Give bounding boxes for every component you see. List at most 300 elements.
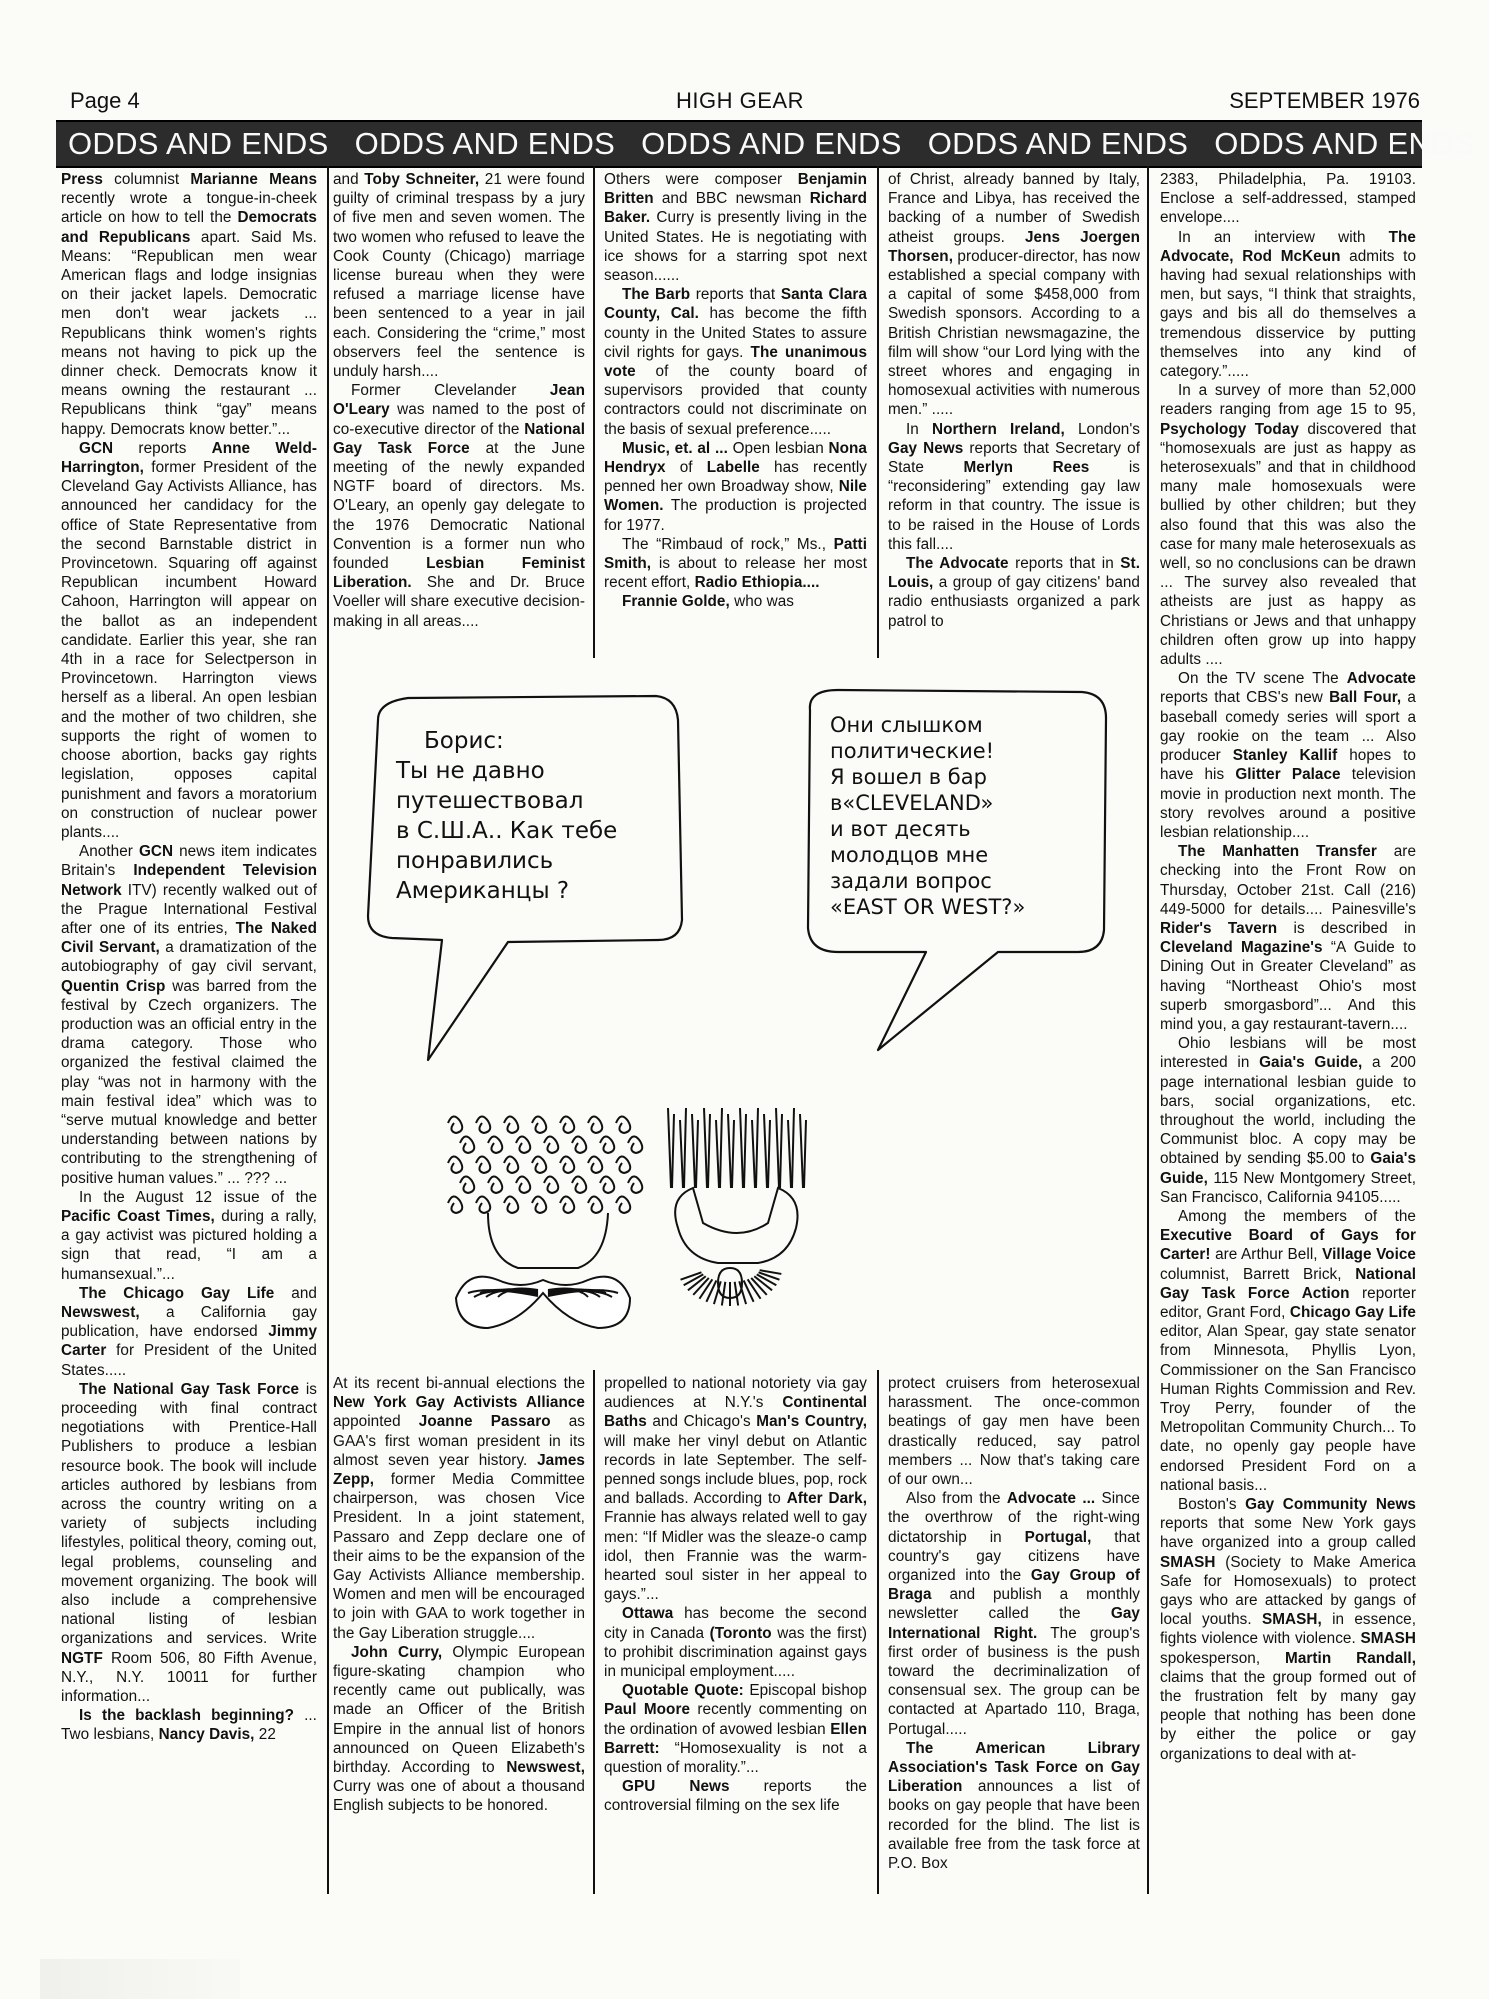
hair-strand	[756, 1108, 758, 1188]
hair-curl	[560, 1156, 574, 1173]
article-paragraph	[604, 1777, 867, 1815]
bold-name-text: GPU News	[622, 1778, 730, 1796]
article-column-5	[1160, 170, 1416, 1895]
article-paragraph	[604, 535, 867, 593]
body-text: former Media Committee chairperson, was chosen Vice President. In a joint statement, Passaro and Zepp declare one of their aims to be the expansion of the Gay Activists Alliance membership. Women and men will be encouraged to join with GAA to work together in the Gay Liberation struggle....	[333, 1471, 585, 1642]
hair-curl	[516, 1176, 530, 1193]
body-text: Frannie has always related well to gay men: “If Midler was the sleaze-o camp idol, then Frannie was the warm-hearted soul sister in her appeal to gays.”...	[604, 1509, 867, 1604]
body-text: Among the members of the	[1178, 1207, 1416, 1225]
right-bubble-line: Я вошел в бар	[830, 765, 987, 789]
bold-name-text: Executive Board of Gays for Carter!	[1160, 1227, 1416, 1264]
bold-name-text: Merlyn Rees	[963, 459, 1090, 477]
curly-haired-character	[448, 1116, 642, 1328]
article-paragraph	[1160, 1034, 1416, 1207]
hair-strand	[692, 1114, 695, 1188]
body-text: On the TV scene The	[1178, 670, 1347, 688]
body-text: has become the fifth county in the United States to assure civil rights for gays.	[604, 305, 867, 361]
article-column-3	[604, 170, 867, 660]
body-text: was named to the post of co-executive director of the	[333, 401, 585, 438]
body-text: is “reconsidering” extending gay law reform in that country. The issue is to be raised in the House of Lords this fall....	[888, 459, 1140, 553]
bold-name-text: Santa Clara County, Cal.	[604, 286, 867, 323]
hair-strand	[788, 1120, 791, 1188]
article-column-2-lower	[333, 1374, 585, 1894]
article-paragraph	[333, 170, 585, 381]
bold-name-text: Advocate	[1346, 670, 1416, 688]
bold-name-text: Press	[61, 171, 103, 188]
body-text: a baseball comedy series will sport a gay rookie on the team ... Also producer	[1160, 689, 1416, 765]
body-text: Former Clevelander	[351, 382, 550, 400]
article-paragraph	[1160, 1207, 1416, 1495]
body-text: is about to release her most recent effort,	[604, 555, 867, 592]
bold-name-text: Portugal,	[1024, 1528, 1092, 1546]
body-text: is described in	[1277, 919, 1416, 937]
hair-strand	[680, 1120, 683, 1188]
bold-name-text: Jimmy Carter	[61, 1323, 317, 1360]
body-text: a California gay publication, have endorsed	[61, 1303, 317, 1341]
bold-name-text: Labelle	[706, 459, 760, 477]
body-text: of the county board of supervisors provided that county contractors could not discriminate on the basis of sexual preference.....	[604, 363, 867, 438]
bold-name-text: The Barb	[622, 286, 691, 304]
article-column-3-lower	[604, 1374, 867, 1894]
body-text: editor, Alan Spear, gay state senator from Minnesota, Phyllis Lyon, Commissioner on the San Francisco Human Rights Commission and Rev. Troy Perry, founder of the Metropolitan Community Church... To date, no openly gay people have endorsed President Ford on a national basis...	[1160, 1323, 1416, 1494]
body-text: Boston's	[1178, 1496, 1246, 1514]
hair-curl	[460, 1136, 474, 1153]
hair-curl	[572, 1176, 586, 1193]
hair-strand	[744, 1114, 746, 1188]
body-text: a dramatization of the autobiography of gay civil servant,	[61, 939, 317, 976]
bold-name-text: Ellen Barrett:	[604, 1720, 867, 1757]
article-column-4-lower	[888, 1374, 1140, 1894]
hair-strand	[740, 1108, 743, 1188]
article-paragraph	[888, 420, 1140, 554]
publication-name: HIGH GEAR	[676, 88, 804, 113]
body-text: television movie in production next month. The story revolves around a positive lesbian relationship....	[1160, 766, 1416, 841]
body-text: In an interview with	[1178, 228, 1389, 246]
body-text: during a rally, a gay activist was pictured holding a sign that read, “I am a humansexual.”...	[61, 1207, 317, 1283]
bold-name-text: National Gay Task Force	[333, 420, 585, 457]
bold-name-text: John Curry,	[351, 1643, 443, 1661]
hair-strand	[780, 1114, 782, 1188]
body-text: reports that	[690, 286, 781, 304]
body-text: was the first) to prohibit discrimination against gays in municipal employment.....	[604, 1624, 868, 1681]
body-text: Another	[79, 843, 139, 861]
bold-name-text: Jens Joergen Thorsen,	[888, 228, 1140, 265]
article-paragraph	[888, 1739, 1140, 1873]
body-text: In the August 12 issue of the	[79, 1188, 317, 1206]
article-paragraph	[604, 439, 867, 535]
bold-name-text: Patti Smith,	[604, 535, 867, 573]
page-number: Page 4	[70, 88, 140, 113]
cartoon-illustration	[338, 668, 1138, 1358]
body-text: spokesperson,	[1160, 1649, 1286, 1667]
article-column-4	[888, 170, 1140, 660]
bold-name-text: Village Voice	[1322, 1246, 1416, 1264]
article-paragraph	[888, 1489, 1140, 1739]
body-text: appointed	[333, 1413, 419, 1431]
hair-strand	[800, 1114, 803, 1188]
body-text: reports that CBS's new	[1160, 689, 1330, 707]
body-text: reports the controversial filming on the sex life	[604, 1778, 867, 1815]
hair-strand	[708, 1114, 710, 1188]
body-text: The “Rimbaud of rock,” Ms.,	[622, 535, 834, 553]
beard-stroke	[735, 1282, 738, 1306]
hair-curl	[504, 1156, 518, 1173]
body-text: She and Dr. Bruce Voeller will share executive decision-making in all areas....	[333, 574, 585, 630]
bold-name-text: Newswest,	[61, 1303, 140, 1321]
bold-name-text: St. Louis,	[888, 555, 1140, 592]
bold-name-text: The unanimous vote	[604, 343, 867, 381]
body-text: At its recent bi-annual elections the	[333, 1375, 585, 1392]
body-text: former President of the Cleveland Gay Activists Alliance, has announced her candidacy for the office of State Representative from the second Barnstable district in Provincetown. Squaring off against Republican incumbent Howard Cahoon, Harrington will appear on the ballot as an independent candidate. Earlier this year, she ran 4th in a race for Selectperson in Provincetown. Harrington views herself as a liberal. An open lesbian and the mother of two children, she supports the right of women to choose abortion, backs gay rights legislation, opposes capital punishment and favors a moratorium on construction of nuclear power plants....	[61, 459, 317, 841]
body-text: (Society to Make America Safe for Homosexuals) to protect gays who are attacked by gangs of local youths.	[1160, 1553, 1416, 1629]
bold-name-text: Quotable Quote:	[622, 1682, 744, 1700]
bold-name-text: Toby Schneiter,	[364, 171, 480, 188]
bold-name-text: NGTF	[61, 1649, 103, 1667]
hair-curl	[516, 1136, 530, 1153]
bold-name-text: Independent Television Network	[61, 862, 317, 899]
hair-strand	[776, 1108, 779, 1188]
hair-curl	[532, 1156, 546, 1173]
body-text: Open lesbian	[727, 439, 829, 457]
bold-name-text: Music, et. al ...	[622, 439, 728, 457]
body-text: apart. Said Ms. Means: “Republican men wear American flags and lodge insignias on their jacket lapels. Democratic men don't wear jackets ... Republicans think women's rights means not having to pick up the dinner check. Democrats know it means owning the restaurant ... Republicans think “gay” means happy. Democrats know better.”...	[61, 228, 317, 438]
bold-name-text: National Gay Task Force Action	[1160, 1265, 1416, 1302]
hair-curl	[448, 1116, 462, 1133]
column-rule	[877, 166, 879, 658]
body-text: and Chicago's	[646, 1413, 757, 1431]
article-paragraph	[1160, 669, 1416, 842]
body-text: at the June meeting of the newly expanded NGTF board of directors. Ms. O'Leary, an openly gay delegate to the 1976 Democratic National Convention is a former nun who founded	[333, 439, 586, 573]
bold-name-text: Martin Randall,	[1285, 1649, 1416, 1667]
bold-name-text: The Advocate	[906, 555, 1009, 573]
body-text: “A Guide to Dining Out in Greater Cleveland” as having “Northeast Ohio's most superb smorgasbord”... And this mind you, a gay restaurant-tavern....	[1160, 939, 1416, 1033]
body-text: columnist, Barrett Brick,	[1160, 1265, 1356, 1283]
bold-name-text: Quentin Crisp	[61, 977, 166, 995]
body-text: recently wrote a tongue-in-cheek article on how to tell the	[61, 190, 317, 227]
hair-strand	[716, 1120, 719, 1188]
bold-name-text: Paul Moore	[604, 1701, 691, 1719]
bold-name-text: The Chicago Gay Life	[79, 1284, 275, 1302]
bold-name-text: Gaia's Guide,	[1259, 1054, 1363, 1072]
body-text: The group's first order of business is the push toward the decriminalization of consensual sex. The group can be contacted at Apartado 110, Braga, Portugal.....	[888, 1624, 1141, 1738]
body-text: 21 were found guilty of criminal trespass by a jury of five men and seven women. The two women who refused to leave the Cook County (Chicago) marriage license bureau when they were refused a marriage license have been sentenced to a year in jail each. Considering the “crime,” most observers feel the sentence is unduly harsh....	[333, 171, 585, 381]
bold-name-text: Richard Baker.	[604, 190, 867, 227]
body-text: was barred from the festival by Czech organizers. The production was an official entry in the drama category. Those who organized the festival claimed the play “was not in harmony with the main festival idea” which was to “serve mutual knowledge and better understanding between nations by contributing to the strengthening of positive human values.” ... ??? ...	[61, 977, 317, 1187]
hair-curl	[616, 1116, 630, 1133]
body-text: has become the second city in Canada	[604, 1605, 867, 1642]
hair-curl	[532, 1116, 546, 1133]
body-text: reports that in	[1008, 555, 1121, 573]
article-paragraph	[61, 1380, 317, 1706]
bold-name-text: SMASH	[1160, 1553, 1216, 1571]
hair-strand	[684, 1108, 686, 1188]
article-paragraph	[888, 1374, 1140, 1489]
hair-curl	[628, 1176, 642, 1193]
hair-curl	[544, 1176, 558, 1193]
bold-name-text: The Naked Civil Servant,	[61, 919, 317, 957]
article-paragraph	[604, 285, 867, 439]
left-bubble-line: Ты не давно	[396, 758, 545, 784]
body-text: “Homosexuality is not a question of morality.”...	[604, 1739, 867, 1777]
article-paragraph	[1160, 170, 1416, 228]
bold-name-text: Stanley Kallif	[1232, 747, 1338, 765]
hair-strand	[752, 1120, 755, 1188]
body-text: who was	[729, 593, 794, 611]
article-paragraph	[888, 554, 1140, 631]
bold-name-text: Gaia's Guide,	[1160, 1150, 1416, 1187]
body-text: reports that Secretary of State	[888, 439, 1140, 477]
beard-stroke	[722, 1282, 725, 1306]
body-text: Curry was one of about a thousand English subjects to be honored.	[333, 1778, 585, 1815]
body-text: claims that the group formed out of the frustration felt by many gay people that nothing has been done by either the police or gay organizations to deal with at-	[1160, 1668, 1416, 1763]
hair-curl	[448, 1156, 462, 1173]
article-paragraph	[604, 592, 867, 611]
article-paragraph	[604, 1604, 867, 1681]
hair-curl	[588, 1196, 602, 1213]
body-text: ITV) recently walked out of the Prague International Festival after one of its entries,	[61, 881, 317, 937]
banner-text: ODDS AND ENDS	[354, 126, 616, 161]
body-text: Ohio lesbians will be most interested in	[1160, 1035, 1416, 1072]
article-paragraph	[1160, 1495, 1416, 1764]
bold-name-text: Joanne Passaro	[418, 1413, 551, 1431]
section-banner	[56, 120, 1475, 168]
body-text: and	[333, 171, 365, 188]
hair-curl	[544, 1136, 558, 1153]
bold-name-text: GCN	[138, 843, 174, 861]
body-text: a 200 page international lesbian guide to bars, social organizations, etc. throughout the world, including the Communist bloc. A copy may be obtained by sending $5.00 to	[1160, 1054, 1416, 1168]
body-text: are checking into the Front Row on Thursday, October 21st. Call (216) 449-5000 for details.... Painesville's	[1160, 843, 1416, 918]
left-bubble-line: понравились	[396, 848, 554, 874]
right-bubble-line: политические!	[830, 739, 995, 763]
banner-text: ODDS AND ENDS	[641, 126, 902, 161]
left-bubble-line: путешествовал	[396, 788, 584, 814]
bold-name-text: SMASH	[1360, 1630, 1416, 1648]
hair-curl	[448, 1196, 462, 1213]
straight-haired-character	[668, 1108, 806, 1306]
bold-name-text: SMASH,	[1261, 1611, 1322, 1629]
bold-name-text: The Manhatten Transfer	[1178, 843, 1377, 861]
hair-strand	[672, 1114, 674, 1188]
bold-name-text: After Dark,	[786, 1490, 867, 1508]
body-text: reporter editor, Grant Ford,	[1160, 1284, 1416, 1321]
bold-name-text: Nancy Davis,	[158, 1726, 255, 1744]
body-text: In	[906, 420, 932, 438]
hair-strand	[792, 1108, 794, 1188]
hair-curl	[476, 1156, 490, 1173]
right-bubble-line: в«CLEVELAND»	[830, 791, 994, 815]
bold-name-text: Advocate ...	[1006, 1490, 1096, 1508]
banner-text: ODDS AND ENDS	[927, 126, 1189, 161]
column-rule	[327, 166, 329, 1894]
article-paragraph	[604, 1681, 867, 1777]
body-text: ... Two lesbians,	[61, 1707, 317, 1744]
body-text: propelled to national notoriety via gay audiences at N.Y.'s	[604, 1375, 867, 1412]
article-paragraph	[61, 1706, 317, 1744]
bold-name-text: The Advocate, Rod McKeun	[1160, 228, 1416, 265]
body-text: 115 New Montgomery Street, San Francisco, California 94105.....	[1160, 1169, 1416, 1206]
body-text: Episcopal bishop	[743, 1682, 867, 1700]
article-paragraph	[604, 1374, 867, 1604]
hair-strand	[804, 1120, 806, 1188]
hair-strand	[696, 1120, 698, 1188]
body-text: and	[274, 1284, 317, 1302]
bold-name-text: James Zepp,	[333, 1451, 585, 1489]
body-text: In a survey of more than 52,000 readers ranging from age 15 to 95,	[1160, 382, 1416, 419]
body-text: The production is projected for 1977.	[604, 497, 867, 534]
bold-name-text: Continental Baths	[604, 1394, 867, 1431]
body-text: Olympic European figure-skating champion who recently came out publically, was made an Officer of the British Empire in the annual list of honors announced on Queen Elizabeth's birthday. According to	[333, 1643, 586, 1777]
bold-name-text: New York Gay Activists Alliance	[333, 1394, 585, 1412]
article-paragraph	[61, 1284, 317, 1380]
body-text: Since the overthrow of the right-wing dictatorship in	[888, 1490, 1140, 1546]
hair-strand	[668, 1108, 671, 1188]
bold-name-text: (Toronto	[709, 1624, 772, 1642]
body-text: protect cruisers from heterosexual harassment. The once-common beatings of gay men have been drastically reduced, say patrol members ... Now that's taking care of our own...	[888, 1375, 1140, 1489]
hair-curl	[588, 1156, 602, 1173]
column-rule	[877, 1370, 879, 1894]
hair-curl	[504, 1116, 518, 1133]
hair-curl	[600, 1176, 614, 1193]
hair-strand	[764, 1114, 767, 1188]
bold-name-text: Psychology Today	[1160, 420, 1299, 438]
article-paragraph	[1160, 842, 1416, 1034]
body-text: Room 506, 80 Fifth Avenue, N.Y., N.Y. 10011 for further information...	[61, 1649, 317, 1706]
article-paragraph	[604, 170, 867, 285]
bold-name-text: Frannie Golde,	[622, 593, 730, 611]
article-paragraph	[1160, 381, 1416, 669]
article-column-2	[333, 170, 585, 660]
body-text: discovered that “homosexuals are just as happy as heterosexuals” and that in childhood many male homosexuals were bullied by other children; but they also found that this was also the case for many male heterosexuals as well, so no conclusions can be drawn ... The survey also revealed that atheists are just as happy as Christians or Jews and that unhappy children often grow up into happy adults ....	[1160, 420, 1416, 669]
article-paragraph	[333, 381, 585, 631]
bold-name-text: Ball Four,	[1329, 689, 1402, 707]
bold-name-text: Pacific Coast Times,	[61, 1207, 215, 1225]
body-text: has recently penned her own Broadway show,	[604, 459, 867, 496]
body-text: in essence, fights violence with violence.	[1160, 1611, 1417, 1648]
bold-name-text: Radio Ethiopia....	[694, 574, 820, 592]
hair-curl	[488, 1136, 502, 1153]
right-bubble-line: задали вопрос	[830, 869, 992, 893]
article-paragraph	[333, 1643, 585, 1816]
bold-name-text: Northern Ireland,	[931, 420, 1065, 438]
hair-strand	[768, 1120, 770, 1188]
body-text: that country's gay citizens have organized into the	[888, 1528, 1141, 1585]
column-rule	[593, 1370, 595, 1894]
hair-curl	[628, 1136, 642, 1153]
article-paragraph	[1160, 228, 1416, 382]
body-text: Also from the	[906, 1490, 1007, 1508]
hair-curl	[504, 1196, 518, 1213]
bold-name-text: Gay News	[888, 439, 964, 457]
right-bubble-line: и вот десять	[830, 817, 971, 841]
bold-name-text: Anne Weld-Harrington,	[61, 439, 317, 477]
body-text: admits to having had sexual relationships with men, but says, “I think that straights, gays and bis all do themselves a tremendous disservice by putting themselves into any kind of category.”.....	[1160, 247, 1416, 381]
hair-strand	[720, 1108, 722, 1188]
body-text: reports	[113, 439, 212, 457]
bold-name-text: GCN	[79, 439, 114, 457]
body-text: of	[665, 459, 707, 477]
body-text: will make her vinyl debut on Atlantic records in late September. The self-penned songs include blues, pop, rock and ballads. According to	[604, 1432, 867, 1508]
bold-name-text: Democrats and Republicans	[61, 209, 317, 246]
hair-curl	[476, 1196, 490, 1213]
body-text: 22	[254, 1726, 276, 1744]
body-text: a group of gay citizens' band radio enthusiasts organized a park patrol to	[888, 574, 1140, 630]
article-paragraph	[61, 439, 317, 842]
bold-name-text: Nile Women.	[604, 478, 867, 515]
article-paragraph	[888, 170, 1140, 420]
bold-name-text: The American Library Association's Task Force on Gay Liberation	[888, 1739, 1140, 1796]
bold-name-text: Ottawa	[622, 1605, 674, 1623]
hair-curl	[560, 1116, 574, 1133]
hair-curl	[572, 1136, 586, 1153]
body-text: are Arthur Bell,	[1210, 1246, 1323, 1264]
left-bubble-line: в С.Ш.А.. Как тебе	[396, 818, 618, 844]
body-text: announces a list of books on gay people that have been recorded for the blind. The list is available free from the task force at P.O. Box	[888, 1778, 1140, 1873]
bold-name-text: Is the backlash beginning?	[79, 1707, 294, 1725]
masthead	[60, 88, 1420, 114]
right-bubble-line: Они слышком	[830, 713, 983, 737]
right-bubble-line: молодцов мне	[830, 843, 989, 867]
banner-text: ODDS AND ENDS	[68, 126, 329, 161]
hair-strand	[704, 1108, 707, 1188]
bold-name-text: Gay International Right.	[888, 1605, 1140, 1642]
body-text: for President of the United States.....	[61, 1342, 317, 1379]
hair-curl	[560, 1196, 574, 1213]
bold-name-text: Man's Country,	[756, 1413, 868, 1431]
body-text: Others were composer	[604, 171, 798, 188]
body-text: is proceeding with final contract negotiations with Prentice-Hall Publishers to produce a lesbian resource book. The book will include articles authored by lesbians from across the country writing on a variety of subjects including lifestyles, political theory, coming out, legal problems, counseling and movement organizing. The book will also include a comprehensive national listing of lesbian organizations and services. Write	[61, 1380, 317, 1648]
article-paragraph	[61, 1188, 317, 1284]
hair-curl	[588, 1116, 602, 1133]
body-text: hopes to have his	[1160, 747, 1416, 784]
bold-name-text: Nona Hendryx	[604, 439, 867, 477]
article-paragraph	[333, 1374, 585, 1643]
body-text: producer-director, has now established a special company with a capital of some $458,000 from Swedish sponsors. According to a British Christian newsmagazine, the film will show “our Lord lying with the street whores and engaging in homosexual activities with numerous men.” .....	[888, 247, 1140, 419]
body-text: news item indicates Britain's	[61, 843, 317, 880]
body-text: and BBC newsman	[653, 190, 810, 208]
body-text: Curry is presently living in the United States. He is negotiating with ice shows for a starring spot next season......	[604, 209, 867, 285]
article-paragraph	[61, 170, 317, 439]
hair-curl	[616, 1196, 630, 1213]
left-bubble-line: Борис:	[424, 728, 504, 754]
left-bubble-line: Американцы ?	[396, 878, 570, 904]
hair-curl	[616, 1156, 630, 1173]
hair-strand	[732, 1120, 734, 1188]
body-text: recently commenting on the ordination of avowed lesbian	[604, 1701, 867, 1738]
hair-curl	[460, 1176, 474, 1193]
column-rule	[593, 166, 595, 658]
hair-strand	[728, 1114, 731, 1188]
body-text: 2383, Philadelphia, Pa. 19103. Enclose a self-addressed, stamped envelope....	[1160, 171, 1416, 227]
right-bubble-line: «EAST OR WEST?»	[830, 895, 1026, 919]
scan-artifact	[40, 1959, 240, 1999]
bold-name-text: Glitter Palace	[1235, 766, 1341, 784]
body-text: of Christ, already banned by Italy, France and Libya, has received the backing of a number of Swedish atheist groups.	[888, 171, 1140, 246]
body-text: London's	[1064, 420, 1140, 438]
body-text: as GAA's first woman president in its almost seven year history.	[333, 1413, 585, 1469]
article-paragraph	[61, 842, 317, 1188]
hair-curl	[488, 1176, 502, 1193]
bold-name-text: Jean O'Leary	[333, 382, 585, 419]
bold-name-text: Gay Community News	[1245, 1496, 1416, 1514]
banner-text: ODDS AND ENDS	[1214, 126, 1475, 161]
hair-curl	[476, 1116, 490, 1133]
bold-name-text: Marianne Means	[190, 171, 317, 188]
bold-name-text: Benjamin Britten	[604, 171, 867, 208]
body-text: and publish a monthly newsletter called the	[888, 1586, 1140, 1623]
bold-name-text: The National Gay Task Force	[79, 1380, 300, 1398]
body-text: columnist	[102, 171, 191, 188]
hair-curl	[532, 1196, 546, 1213]
